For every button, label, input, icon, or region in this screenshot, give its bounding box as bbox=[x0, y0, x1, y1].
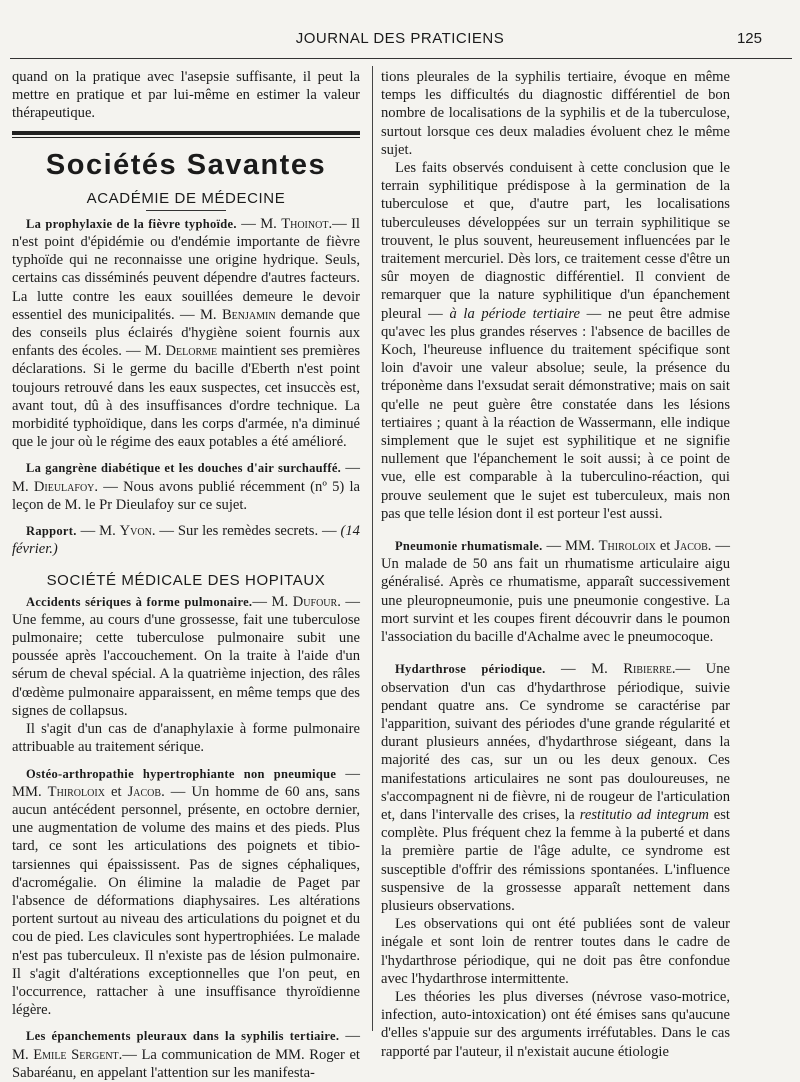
column-divider bbox=[372, 66, 373, 1031]
continued-paragraph: tions pleurales de la syphilis tertiaire, évoque en même temps les difficultés du diagnostic différentiel de bon nombre de localisations de la syphilis et de la tuberculose, surtout lorsque ces deux maladies évoluent chez le même sujet. bbox=[381, 69, 730, 158]
right-column bbox=[381, 68, 730, 1061]
article-title: Les épanchements pleuraux dans la syphilis tertiaire. bbox=[26, 1029, 340, 1044]
article-hydarthrose: Hydarthrose périodique. — M. Ribierre.— Une observation d'un cas d'hydarthrose périodique, suivie pendant quatre ans. Ce syndrome se caractérise par l'apparition, suivant des périodes d'une grande régularité et durant plusieurs années, d'hydarthrose siégeant, dans la majorité des cas, sur un ou les deux genoux. Ces manifestations articulaires ne sont pas douloureuses, ne s'accompagnent ni de fièvre, ni de rougeur de l'articulation et, dans l'intervalle des crises, la restitutio ad integrum est complète. Plus fréquent chez la femme à la puberté et dans la première partie de l'âge adulte, ce syndrome est susceptible d'offrir des rémissions spontanées. L'influence suspensive de la grossesse apparaît nettement dans plusieurs observations. bbox=[381, 661, 730, 914]
academie-heading: ACADÉMIE DE MÉDECINE bbox=[86, 189, 286, 207]
running-header bbox=[0, 30, 800, 50]
continued-paragraph: quand on la pratique avec l'asepsie suffisante, il peut la mettre en pratique et par lui-même en estimer la valeur thérapeutique. bbox=[12, 69, 360, 122]
journal-title: JOURNAL DES PRATICIENS bbox=[295, 30, 505, 47]
author-name: Delorme bbox=[165, 343, 218, 360]
article-title: La prophylaxie de la fièvre typhoïde. bbox=[26, 216, 237, 231]
left-column bbox=[12, 68, 360, 1082]
author-name: Yvon bbox=[119, 523, 152, 540]
article-osteo: Ostéo-arthropathie hypertrophiante non pneumique — MM. Thiroloix et Jacob. — Un homme de 60 ans, sans aucun antécédent personnel, présente, en octobre dernier, une augmentation de volume des mains et des pieds. Plus tard, ce sont les articulations des poignets et tibio-tarsiennes qui épaississent. Pas de signes céphaliques, d'acromégalie. On élimine la maladie de Paget par l'absence de déformations diaphysaires. Les altérations portent surtout au niveau des articulations du poignet et du cou de pied. Les clavicules sont hypertrophiées. Le malade n'est pas tuberculeux. Il n'existe pas de lésion pulmonaire. Il s'agit d'altérations exceptionnelles que l'on peut, en l'occurrence, rattacher à une insuffisance thyroïdienne légère. bbox=[12, 765, 360, 1019]
article-rapport: Rapport. — M. Yvon. — Sur les remèdes secrets. — (14 février.) bbox=[12, 523, 360, 558]
header-rule bbox=[10, 58, 792, 59]
article-typhoid: La prophylaxie de la fièvre typhoïde. — M. Thoinot.— Il n'est point d'épidémie ou d'endémie importante de fièvre typhoïde qui ne reconnaisse une origine hydrique. Seuls, certains cas disséminés peuvent dépendre d'autres facteurs. La lutte contre les eaux souillées demeure le devoir essentiel des municipalités. — M. Benjamin demande que des conseils plus éclairés d'hygiène soient fournis aux enfants des écoles. — M. Delorme maintient ses premières déclarations. Si le germe du bacille d'Eberth n'est point toujours retrouvé dans les eaux suspectes, cet insuccès est, avant tout, dû à des insuffisances d'ordre technique. La morbidité typhoïdique, dans les corps d'armée, n'a diminué que le jour où le régime des eaux potables a été amélioré. bbox=[12, 215, 361, 451]
article-title: Ostéo-arthropathie hypertrophiante non pneumique bbox=[26, 766, 337, 781]
author-name: Thiroloix bbox=[598, 538, 656, 555]
article-epanchements: Les épanchements pleuraux dans la syphilis tertiaire. — M. Emile Sergent.— La communication de MM. Roger et Sabaréanu, en appelant l'attention sur les manifesta- bbox=[12, 1028, 360, 1081]
author-name: Dufour bbox=[292, 593, 338, 610]
author-name: Jacob bbox=[127, 783, 162, 800]
section-banner: Sociétés Savantes bbox=[45, 148, 327, 181]
author-name: Benjamin bbox=[221, 306, 276, 323]
article-title: La gangrène diabétique et les douches d'air surchauffé. bbox=[26, 461, 342, 476]
author-name: Thiroloix bbox=[47, 783, 105, 800]
article-seriques: Accidents sériques à forme pulmonaire.— M. Dufour. — Une femme, au cours d'une grossesse, fait une tuberculose pulmonaire; cette tuberculose pulmonaire subit une poussée après l'accouchement. On la traite à l'aide d'un sérum de cheval spécial. A la quatrième injection, des râles d'œdème pulmonaire apparaissent, en même temps que des signes de collapsus. bbox=[12, 593, 361, 719]
heading-rule bbox=[146, 210, 226, 211]
author-name: Ribierre bbox=[623, 661, 672, 678]
author-name: Emile Sergent bbox=[33, 1046, 119, 1063]
article-title: Accidents sériques à forme pulmonaire. bbox=[26, 594, 253, 609]
page-number: 125 bbox=[736, 30, 762, 47]
author-name: Dieulafoy bbox=[33, 478, 95, 495]
author-name: Thoinot bbox=[281, 215, 329, 232]
article-pneumonie: Pneumonie rhumatismale. — MM. Thiroloix et Jacob. — Un malade de 50 ans fait un rhumatisme articulaire aigu généralisé. Après ce rhumatisme, apparaît successivement une pleuropneumonie, puis une pneumonie congestive. La mort survint et les coupes firent découvrir dans le poumon l'association du bacille d'Achalme avec le pneumocoque. bbox=[381, 538, 731, 646]
session-date: (14 février.) bbox=[12, 523, 360, 558]
paragraph: Les observations qui ont été publiées sont de valeur inégale et sont loin de rentrer toutes dans le cadre de l'hydarthrose périodique, qui ne doit pas être confondue avec l'hydarthrose intermittente. bbox=[381, 916, 730, 987]
paragraph: Il s'agit d'un cas de d'anaphylaxie à forme pulmonaire attribuable au traitement sérique. bbox=[12, 721, 360, 756]
paragraph: Les faits observés conduisent à cette conclusion que le terrain syphilitique prédispose à la germination de la tuberculose et que, d'autre part, les localisations tuberculeuses développées sur un terrain syphilitique se trouvent, le plus souvent, heureusement influencées par le traitement mercuriel. Dès lors, ce traitement cesse d'être un sûr moyen de diagnostic différentiel. Il convient de remarquer que la nature syphilitique d'un épanchement pleural — à la période tertiaire — ne peut être admise qu'avec les plus grandes réserves : l'absence de bacilles de Koch, l'heureuse influence du traitement spécifique sont loin d'avoir une valeur absolue; seule, la présence du tréponème dans l'exsudat serait démonstrative; mais on sait qu'elle ne peut guère être constatée dans les lésions tertiaires ; quant à la réaction de Wassermann, elle indique simplement que le sujet est syphilitique et ne signifie nullement que l'épanchement le soit aussi; à ce point de vue, elle est comparable à la tuberculino-réaction, qui prouve seulement que le sujet est tuberculeux, mais non pas que telle lésion dont il est porteur l'est aussi. bbox=[381, 160, 730, 522]
paragraph: Les théories les plus diverses (névrose vaso-motrice, infection, auto-intoxication) ont été émises sans qu'aucune d'elles s'appuie sur des arguments irréfutables. Dans le cas rapporté par l'auteur, il n'existait aucune étiologie bbox=[381, 988, 730, 1060]
section-rule bbox=[12, 131, 360, 138]
author-name: Jacob bbox=[674, 538, 708, 555]
article-gangrene: La gangrène diabétique et les douches d'air surchauffé. — M. Dieulafoy. — Nous avons publié récemment (nº 5) la leçon de M. le Pr Dieulafoy sur ce sujet. bbox=[12, 460, 360, 513]
societe-heading: SOCIÉTÉ MÉDICALE DES HOPITAUX bbox=[46, 572, 326, 590]
article-title: Hydarthrose périodique. bbox=[395, 662, 546, 677]
article-title: Pneumonie rhumatismale. bbox=[395, 539, 543, 554]
article-title: Rapport. bbox=[26, 524, 77, 539]
